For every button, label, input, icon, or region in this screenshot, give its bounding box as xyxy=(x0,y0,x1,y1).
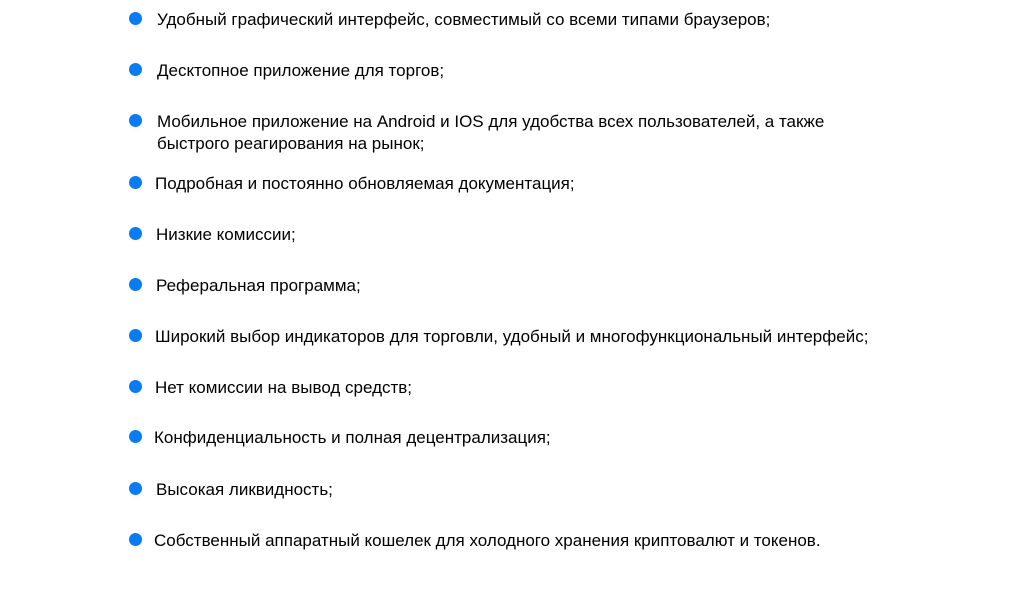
bullet-dot-icon xyxy=(129,63,142,76)
list-item-text: Подробная и постоянно обновляемая документация; xyxy=(155,174,575,193)
list-item-text: Высокая ликвидность; xyxy=(156,480,333,499)
list-item-text: Собственный аппаратный кошелек для холодного хранения криптовалют и токенов. xyxy=(154,531,821,550)
bullet-dot-icon xyxy=(129,227,142,240)
list-item-text: Конфиденциальность и полная децентрализация; xyxy=(154,428,551,447)
bullet-dot-icon xyxy=(129,114,142,127)
bullet-dot-icon xyxy=(129,533,142,546)
bullet-dot-icon xyxy=(129,482,142,495)
bullet-dot-icon xyxy=(129,278,142,291)
list-item-text: Низкие комиссии; xyxy=(156,225,296,244)
bullet-dot-icon xyxy=(129,176,142,189)
bullet-dot-icon xyxy=(129,380,142,393)
bullet-dot-icon xyxy=(129,430,142,443)
list-item-text: Реферальная программа; xyxy=(156,276,361,295)
list-item-text: Широкий выбор индикаторов для торговли, удобный и многофункциональный интерфейс; xyxy=(155,327,869,346)
bullet-dot-icon xyxy=(129,12,142,25)
list-item-text: Удобный графический интерфейс, совместимый со всеми типами браузеров; xyxy=(157,10,771,29)
list-item-text: Десктопное приложение для торгов; xyxy=(157,61,445,80)
list-item-text: Нет комиссии на вывод средств; xyxy=(155,378,413,397)
list-item-text: Мобильное приложение на Android и IOS для удобства всех пользователей, а также быстрого реагирования на рынок; xyxy=(157,112,825,153)
bullet-dot-icon xyxy=(129,329,142,342)
